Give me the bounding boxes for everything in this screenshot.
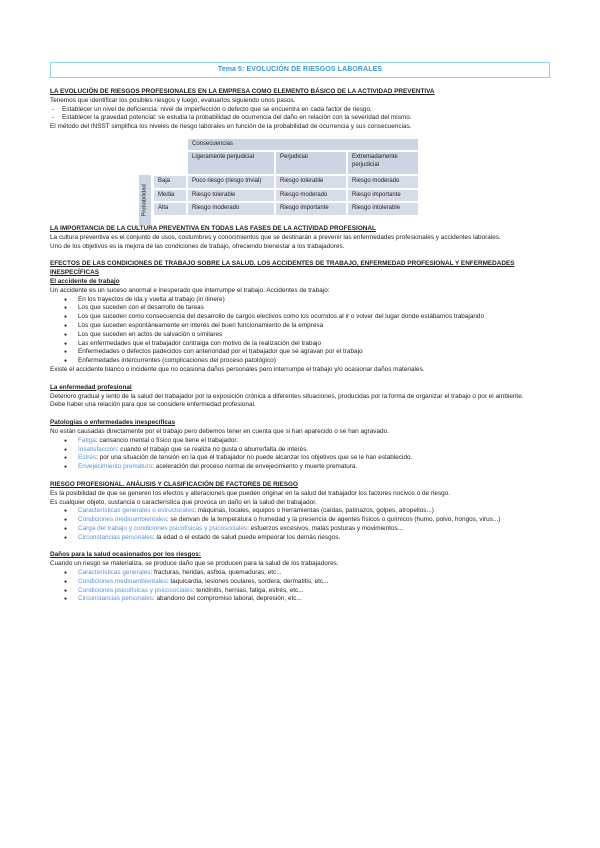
matrix-cell: Riesgo moderado [275, 189, 347, 203]
section-enfermedad-profesional [50, 384, 550, 410]
row-header: Baja [153, 175, 187, 189]
list-item: ● En los trayectos de ida y vuelta al trabajo (in itinere) [50, 296, 550, 305]
list-item: ● Características generales o estructurales: máquinas, locales, equipos o herramientas (caídas, patinazos, golpes, atropellos...) [50, 507, 550, 516]
list-item: ● Condiciones psicofísicas y psicosociales: tendinitis, hernias, fatiga, estrés, etc... [50, 587, 550, 596]
section-heading: LA IMPORTANCIA DE LA CULTURA PREVENTIVA EN TODAS LAS FASES DE LA ACTIVIDAD PROFESIONAL [50, 224, 376, 232]
matrix-cell: Riesgo tolerable [187, 189, 275, 203]
section-heading: EFECTOS DE LAS CONDICIONES DE TRABAJO SOBRE LA SALUD. LOS ACCIDENTES DE TRABAJO, ENFERMEDAD PROFESIONAL Y ENFERMEDADES INESPECÍFICAS [50, 260, 515, 277]
section-efectos [50, 260, 550, 374]
paragraph: Un accidente es un suceso anormal e inesperado que interrumpe el trabajo. Accidentes de trabajo: [50, 286, 330, 294]
section-heading: LA EVOLUCIÓN DE RIESGOS PROFESIONALES EN LA EMPRESA COMO ELEMENTO BÁSICO DE LA ACTIVIDAD PREVENTIVA [50, 88, 435, 95]
matrix-cell: Riesgo moderado [187, 202, 275, 216]
list-item: ● Insatisfacción: cuando el trabajo que se realiza no gusta o aburre/falta de interés. [50, 446, 550, 455]
paragraph: Existe el accidente blanco o incidente que no ocasiona daños personales pero interrumpe el trabajo y/o ocasionar daños materiales. [50, 365, 425, 373]
subheading: Daños para la salud ocasionados por los riesgos: [50, 551, 201, 559]
matrix-cell: Riesgo tolerable [275, 175, 347, 189]
matrix-cell: Riesgo intolerable [347, 202, 419, 216]
list-item: ● Las enfermedades que el trabajador contraiga con motivo de la realización del trabajo [50, 340, 550, 349]
paragraph: Es la posibilidad de que se generen los efectos y alteraciones que pueden originar en la salud del trabajador los factores nocivos o de riesgo. [50, 489, 451, 497]
list-item: ● Los que suceden en actos de salvación o similares [50, 331, 550, 340]
bullet-list [50, 507, 550, 542]
list-item: ● Enfermedades o defectos padecidos con anterioridad por el trabajador que se agravan por el trabajo [50, 348, 550, 357]
section-heading: RIESGO PROFESIONAL. ANÁLISIS Y CLASIFICACIÓN DE FACTORES DE RIESGO [50, 480, 298, 488]
subheading: La enfermedad profesional [50, 383, 132, 391]
consequences-header: Consecuencias [187, 138, 419, 152]
paragraph: Deterioro gradual y lento de la salud del trabajador por la exposición crónica a diferentes situaciones, producidas por la forma de organizar el trabajo o por el ambiente. [50, 392, 524, 400]
list-item: ● Condiciones medioambientales: taquicardia, lesiones oculares, sordera, dermatitis, etc... [50, 578, 550, 587]
row-header: Alta [153, 202, 187, 216]
list-item: ● Los que suceden espontáneamente en interés del buen funcionamiento de la empresa [50, 322, 550, 331]
row-header: Media [153, 189, 187, 203]
list-item: ● Carga del trabajo y condiciones psicofísicas y psicosociales: esfuerzos excesivos, malas posturas y movimientos... [50, 525, 550, 534]
paragraph: Debe haber una relación para que se considere enfermedad profesional. [50, 401, 256, 409]
section-evolucion [50, 88, 550, 132]
document-page [50, 62, 550, 604]
section-cultura [50, 225, 550, 251]
list-item: ● Características generales: fracturas, heridas, asfixia, quemaduras, etc... [50, 569, 550, 578]
section-riesgo-profesional [50, 481, 550, 543]
list-item: ● Enfermedades intercurrentes (complicaciones del proceso patológico) [50, 357, 550, 366]
column-header: Ligeramente perjudicial [187, 151, 275, 175]
list-item: ● Circunstancias personales: abandono del compromiso laboral, depresión, etc... [50, 595, 550, 604]
paragraph: Tenemos que identificar los posibles riesgos y luego, evaluarlos siguiendo unos pasos. [50, 96, 296, 104]
bullet-list [50, 296, 550, 366]
subheading: El accidente de trabajo [50, 277, 120, 285]
page-title: Tema 5: EVOLUCIÓN DE RIESGOS LABORALES [50, 62, 550, 78]
column-header: Extremadamente perjudicial [347, 151, 419, 175]
list-item: ● Estrés: por una situación de tensión en la que el trabajador no puede alcanzar los objetivos que se le han establecido. [50, 454, 550, 463]
list-item: ● Circunstancias personales: la edad o el estado de salud puede empeorar los demás riesgos. [50, 534, 550, 543]
matrix-cell: Poco riesgo (riesgo trivial) [187, 175, 275, 189]
list-item: ● Condiciones medioambientales: se derivan de la temperatura o humedad y la presencia de agentes físicos o químicos (humo, polvo, hongos, virus...) [50, 516, 550, 525]
bullet-list [50, 569, 550, 604]
list-item: ● Fatiga: cansancio mental o físico que tiene el trabajador. [50, 437, 550, 446]
risk-matrix [139, 138, 419, 216]
section-patologias [50, 419, 550, 472]
section-danos [50, 551, 550, 604]
subheading: Patologías o enfermedades inespecíficas [50, 419, 176, 427]
paragraph: Uno de los objetivos es la mejora de las condiciones de trabajo, ofreciendo bienestar a los trabajadores. [50, 242, 345, 250]
list-item: ● Los que suceden como consecuencia del desarrollo de cargos electivos como los ocurridos al ir o volver del lugar donde estábamos trabajando [50, 313, 550, 322]
bullet-list [50, 437, 550, 472]
dash-item: - Establecer un nivel de deficiencia: nivel de imperfección o defecto que se encuentra en cada factor de riesgo. [50, 106, 550, 115]
list-item: ● Los que suceden con el desarrollo de tareas [50, 304, 550, 313]
matrix-cell: Riesgo importante [275, 202, 347, 216]
paragraph: No están causadas directamente por el trabajo pero debemos tener en cuenta que si han aparecido o se han agravado. [50, 427, 389, 435]
paragraph: Es cualquier objeto, sustancia o característica que provoca un daño en la salud del trabajador. [50, 498, 317, 506]
probability-axis-label: Probabilidad [139, 175, 151, 225]
column-header: Perjudicial [275, 151, 347, 175]
matrix-cell: Riesgo moderado [347, 175, 419, 189]
list-item: ● Envejecimiento prematuro: aceleración del proceso normal de envejecimiento y muerte prematura. [50, 463, 550, 472]
paragraph: Cuando un riesgo se materializa, se produce daño que se producen para la salud de los trabajadores. [50, 560, 339, 568]
paragraph: El método del INSST simplifica los niveles de riesgo laborales en función de la probabilidad de ocurrencia y sus consecuencias. [50, 123, 412, 131]
matrix-cell: Riesgo importante [347, 189, 419, 203]
paragraph: La cultura preventiva es el conjunto de usos, costumbres y conocimientos que se destinarán a prevenir las enfermedades profesionales y accidentes laborales. [50, 233, 501, 241]
dash-item: - Establecer la gravedad potencial: se estudia la probabilidad de ocurrencia del daño en relación con la severidad del mismo. [50, 114, 550, 123]
